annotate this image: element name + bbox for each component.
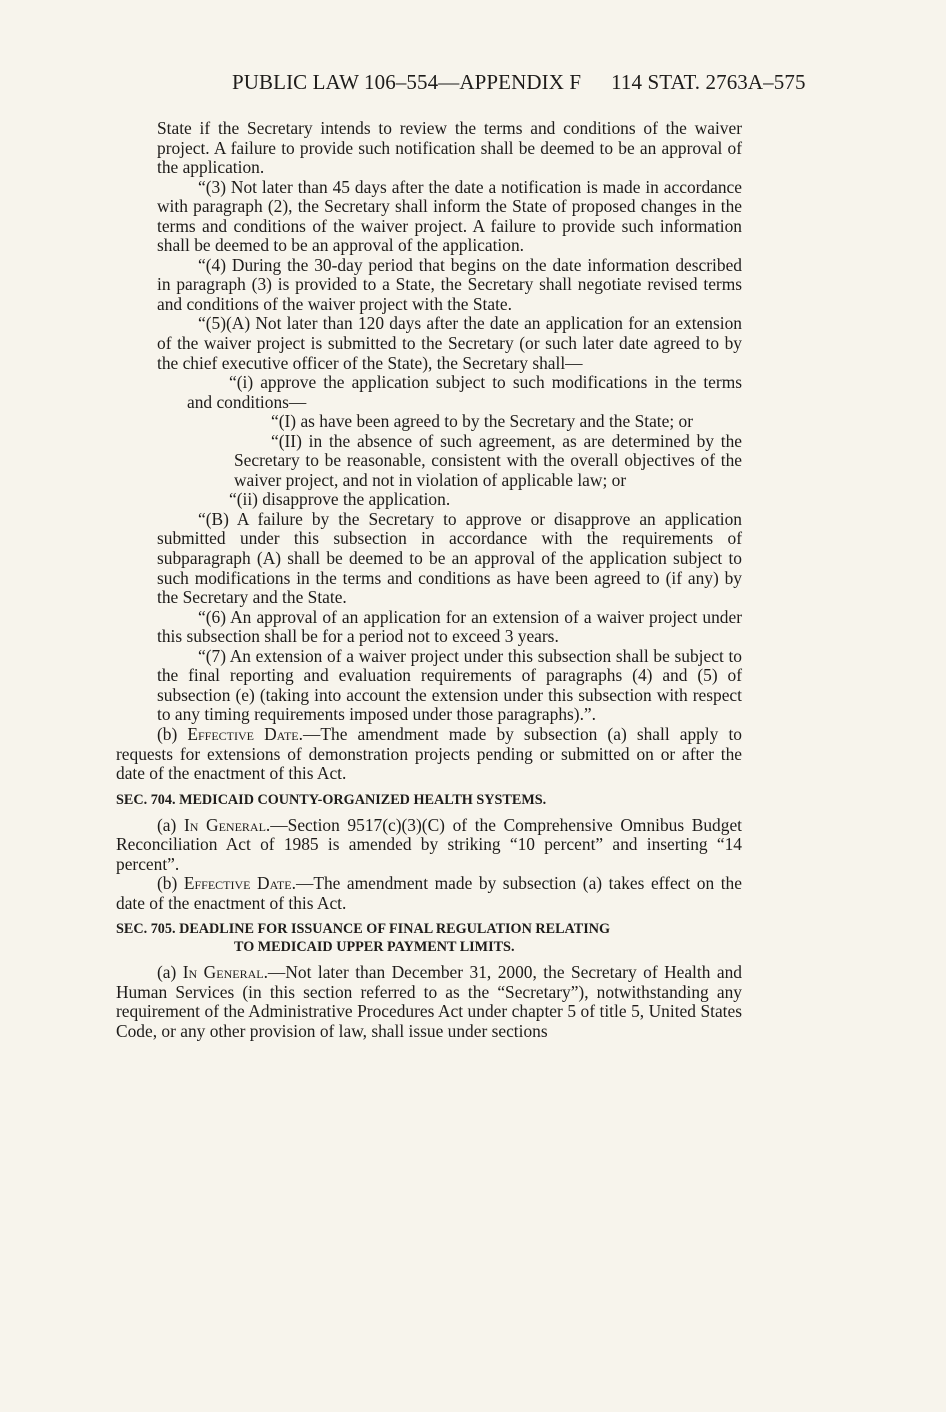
subsection-heading: Effective Date xyxy=(183,873,292,894)
subsection-lead: (a) xyxy=(157,962,183,983)
paragraph-4: “(4) During the 30-day period that begins on the date information described in paragraph (3) is provided to a State, the Secretary shall negotiate revised terms and conditions of the waiver project with the State. xyxy=(157,254,742,314)
sec705-subsection-a xyxy=(116,963,742,1041)
clause-ii: “(ii) disapprove the application. xyxy=(229,489,451,510)
paragraph-5a: “(5)(A) Not later than 120 days after the date an application for an extension of the waiver project is submitted to the Secretary (or such later date agreed to by the chief executive officer of the State), the Secretary shall— xyxy=(157,313,742,373)
subsection-heading: Effective Date xyxy=(187,723,299,744)
paragraph-7: “(7) An extension of a waiver project under this subsection shall be subject to the final reporting and evaluation requirements of paragraphs (4) and (5) of subsection (e) (taking into account the extension under this subsection with respect to any timing requirements imposed under those paragraphs).”. xyxy=(157,645,742,725)
clause-i: “(i) approve the application subject to such modifications in the terms and conditions— xyxy=(187,372,742,412)
sec704-subsection-a xyxy=(116,816,742,875)
running-header xyxy=(232,70,806,95)
subsection-heading: In General xyxy=(183,814,266,835)
subsection-text: .—Not later than December 31, 2000, the Secretary of Health and Human Services (in this section referred to as the “Secretary”), notwithstanding any requirement of the Administrative Procedures Act under chapter 5 of title 5, United States Code, or any other provision of law, shall issue under sections xyxy=(116,962,742,1041)
section-705-heading xyxy=(116,920,742,956)
subsection-b-effective-date xyxy=(116,725,742,784)
subsection-heading: In General xyxy=(182,962,264,983)
subsection-lead: (a) xyxy=(157,814,184,835)
header-stat-page: 114 STAT. 2763A–575 xyxy=(611,70,806,94)
section-705-heading-line2: TO MEDICAID UPPER PAYMENT LIMITS. xyxy=(234,939,515,956)
sec704-subsection-b xyxy=(116,874,742,913)
subsection-text: .—Section 9517(c)(3)(C) of the Comprehensive Omnibus Budget Reconciliation Act of 1985 is amended by striking “10 percent” and inserting “14 percent”. xyxy=(116,814,742,874)
paragraph-5b: “(B) A failure by the Secretary to approve or disapprove an application submitted under this subsection in accordance with the requirements of subparagraph (A) shall be deemed to be an approval of the application subject to such modifications in the terms and conditions as have been agreed to (if any) by the Secretary and the State. xyxy=(157,508,742,608)
subclause-I: “(I) as have been agreed to by the Secretary and the State; or xyxy=(271,411,694,432)
header-title: PUBLIC LAW 106–554—APPENDIX F xyxy=(232,70,582,94)
paragraph-3: “(3) Not later than 45 days after the date a notification is made in accordance with paragraph (2), the Secretary shall inform the State of proposed changes in the terms and conditions of the waiver project. A failure to provide such information shall be deemed to be an approval of the application. xyxy=(157,176,742,256)
section-705-heading-line1: SEC. 705. DEADLINE FOR ISSUANCE OF FINAL REGULATION RELATING xyxy=(116,921,611,938)
paragraph-continuation: State if the Secretary intends to review the terms and conditions of the waiver project. A failure to provide such notification shall be deemed to be an approval of the application. xyxy=(157,118,742,178)
subsection-text: .—The amendment made by subsection (a) takes effect on the date of the enactment of this Act. xyxy=(116,873,742,913)
subclause-II: “(II) in the absence of such agreement, as are determined by the Secretary to be reasonable, consistent with the overall objectives of the waiver project, and not in violation of applicable law; or xyxy=(234,430,742,490)
subsection-lead: (b) xyxy=(157,723,188,744)
section-704-heading: SEC. 704. MEDICAID COUNTY-ORGANIZED HEALTH SYSTEMS. xyxy=(116,791,547,808)
subsection-text: .—The amendment made by subsection (a) shall apply to requests for extensions of demonstration projects pending or submitted on or after the date of the enactment of this Act. xyxy=(116,723,742,784)
paragraph-6: “(6) An approval of an application for an extension of a waiver project under this subsection shall be for a period not to exceed 3 years. xyxy=(157,606,742,647)
page-body xyxy=(116,119,742,1042)
subsection-lead: (b) xyxy=(157,873,184,894)
